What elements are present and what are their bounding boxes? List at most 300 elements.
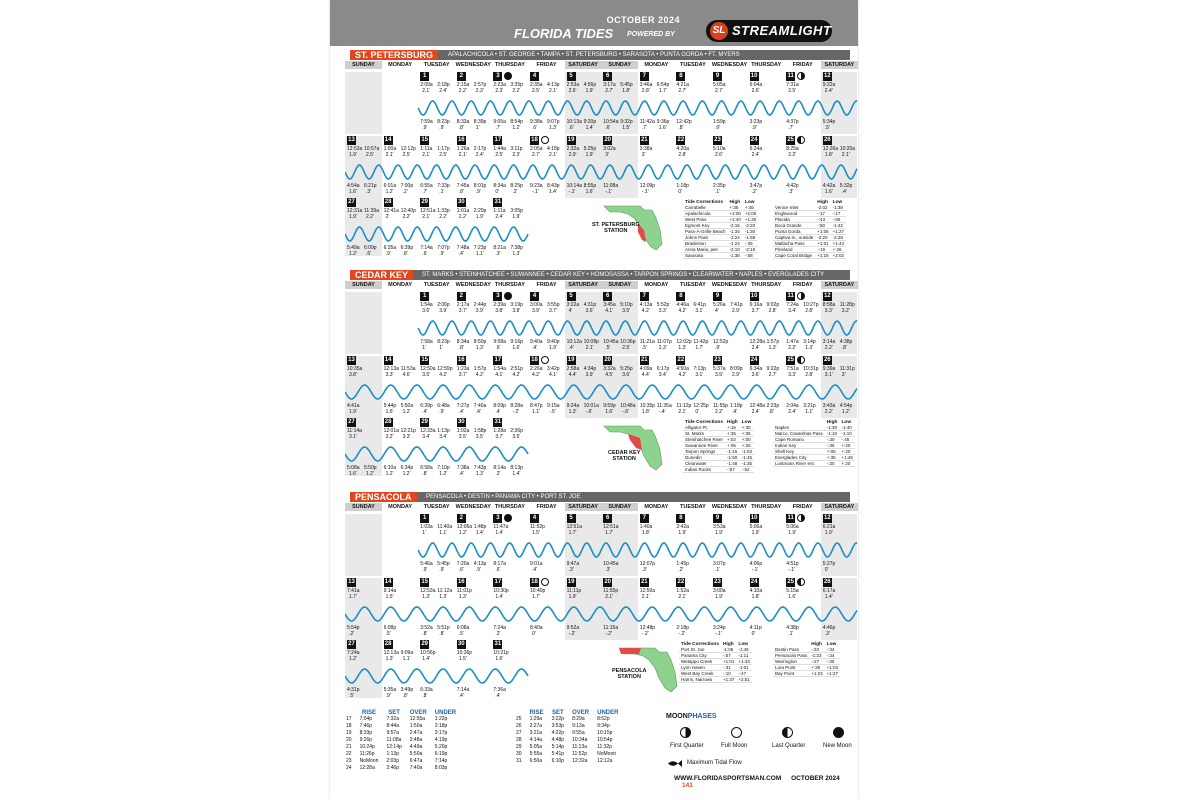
day-name-row (345, 61, 858, 69)
high-tide-time: 2:18p (437, 82, 450, 88)
low-tide-height: .8' (422, 471, 428, 477)
low-tide-height: 0' (695, 409, 700, 415)
masthead (330, 0, 858, 46)
day-number: 3 (493, 292, 502, 301)
under: 5:20p (434, 744, 448, 750)
masthead-title: FLORIDA TIDES (514, 26, 614, 41)
correction-high: +:35 (725, 431, 740, 437)
low-tide-time: 7:45a (456, 183, 470, 189)
high-tide-time: 3:45a (603, 302, 616, 308)
low-tide-height: .8' (422, 693, 428, 699)
day-number: 3 (493, 514, 502, 523)
low-tide-time: 4:42p (786, 183, 799, 189)
correction-row (773, 235, 846, 241)
moon-phases-title (666, 713, 717, 720)
correction-location: Steinhatchee River (685, 437, 724, 442)
low-tide-time: 7:48a (456, 245, 470, 251)
set: 1:13p (386, 751, 399, 757)
correction-high: +:35 (728, 205, 743, 211)
high-tide-time: 6:17p (656, 366, 670, 372)
date: 25 (516, 716, 522, 722)
low-tide-height: 1.3' (475, 471, 484, 477)
high-tide-height: 1.6' (788, 594, 797, 600)
high-tide-time: 9:02p (766, 302, 780, 308)
low-tide-time: 7:10p (437, 465, 450, 471)
low-tide-height: 2.5' (622, 345, 631, 351)
high-tide-height: 1.9' (585, 88, 594, 94)
low-tide-height: 1.1' (532, 409, 540, 415)
low-tide-time: 4:31p (347, 687, 360, 693)
correction-location: Dunedin (683, 455, 725, 461)
high-tide-height: 1.7' (349, 594, 357, 600)
streamlight-logo (706, 20, 832, 42)
low-tide-time: 5:50p (364, 465, 377, 471)
day-number: 14 (384, 357, 392, 363)
day-name: FRIDAY (536, 504, 557, 510)
high-tide-time: 10:36p (456, 650, 473, 656)
correction-low: -2:20 (743, 223, 758, 229)
correction-low: +:00 (740, 437, 754, 443)
high-tide-height: 3.8' (349, 372, 357, 378)
low-tide-height: .1' (715, 567, 721, 573)
correction-location: Lora Point (773, 665, 809, 671)
day-number: 16 (457, 579, 465, 585)
day-number: 23 (714, 137, 721, 143)
high-tide-height: 3.3' (385, 372, 394, 378)
day-number: 10 (750, 73, 758, 79)
high-tide-time: 6:34a (749, 366, 763, 372)
tide-corrections-table (773, 200, 846, 259)
date: 23 (346, 758, 352, 764)
high-tide-time: 2:06p (437, 302, 450, 308)
low-tide-time: 9:59p (603, 403, 616, 409)
high-tide-height: 3.5' (422, 372, 431, 378)
day-name: WEDNESDAY (455, 282, 491, 288)
low-tide-height: -.2' (678, 631, 686, 637)
day-number: 23 (714, 357, 721, 363)
day-number: 18 (531, 357, 538, 363)
high-tide-time: 7:51a (786, 366, 799, 372)
high-tide-height: 3.3' (402, 434, 411, 440)
low-tide-time: 5:46a (420, 561, 433, 567)
low-tide-time: 5:27p (822, 561, 836, 567)
high-tide-height: 2.7' (715, 88, 723, 94)
low-tide-height: 1.4' (585, 125, 594, 131)
high-tide-time: 5:10p (620, 302, 633, 308)
high-tide-time: 11:12a (437, 588, 453, 594)
under: 11:32p (597, 744, 613, 750)
correction-low: +2:00 (744, 211, 757, 216)
low-tide-height: 1.2' (349, 251, 357, 257)
high-tide-time: 2:57p (473, 82, 487, 88)
day-number: 13 (348, 137, 355, 143)
tide-section-cedar-key (330, 270, 858, 490)
low-tide-height: 1.3' (568, 409, 577, 415)
corrections-header-title: Tide Corrections (685, 420, 724, 425)
high-tide-height: 3.5' (512, 434, 521, 440)
correction-row (773, 461, 855, 467)
day-number: 8 (676, 72, 685, 81)
high-tide-time: 2:23a (493, 82, 506, 88)
high-tide-height: 2.1' (458, 152, 467, 158)
low-tide-time: 12:09p (639, 183, 656, 189)
rise: 5:05a (529, 744, 543, 750)
high-tide-time: 7:24a (347, 650, 360, 656)
high-tide-height: 2.1' (422, 214, 431, 220)
correction-high: +2:00 (729, 211, 741, 216)
correction-location: Harris, Narrows (679, 677, 721, 683)
low-tide-height: .4' (532, 567, 538, 573)
tide-week (345, 292, 858, 354)
high-tide-time: 3:00a (713, 588, 726, 594)
low-tide-time: 2:18p (676, 625, 689, 631)
low-tide-height: .2' (402, 189, 408, 195)
day-number: 21 (640, 357, 648, 363)
low-tide-time: 7:24a (493, 625, 506, 631)
low-tide-time: 12:48p (639, 625, 656, 631)
low-tide-height: .4' (732, 409, 738, 415)
day-number: 25 (787, 137, 795, 143)
footer-month: OCTOBER 2024 (791, 775, 840, 782)
correction-location: Alligator Pt. (683, 425, 725, 431)
correction-high: -1:48 (725, 461, 740, 467)
low-tide-time: 9:52a (566, 625, 580, 631)
high-tide-time: 8:09p (730, 366, 743, 372)
low-tide-height: .9' (422, 567, 428, 573)
page-footer (674, 775, 858, 789)
rise-set-row (342, 716, 460, 723)
day-number: 2 (457, 72, 466, 81)
date: 30 (516, 751, 522, 757)
over: 9:55a (572, 730, 585, 736)
rise-set-header: UNDER (597, 710, 619, 716)
high-tide-height: 2.1' (385, 152, 394, 158)
low-tide-time: 3:07p (713, 561, 726, 567)
low-tide-time: 10:12a (566, 339, 582, 345)
low-tide-time: 12:42p (676, 119, 692, 125)
high-tide-time: 9:39a (822, 366, 836, 372)
day-name: TUESDAY (423, 62, 450, 68)
date: 22 (346, 751, 352, 757)
high-tide-height: 3.9' (585, 372, 594, 378)
low-tide-time: 7:59a (420, 119, 433, 125)
low-tide-time: 5:51p (437, 625, 450, 631)
section-name: ST. PETERSBURG (350, 50, 438, 60)
high-tide-time: 12:40p (400, 208, 416, 214)
low-tide-height: -.2' (512, 409, 520, 415)
correction-low: +1:27 (826, 671, 839, 676)
day-number: 9 (713, 72, 722, 81)
high-tide-height: 1.9' (349, 214, 357, 220)
day-number: 12 (823, 73, 831, 79)
under: 7:14p (434, 758, 448, 764)
day-name: SATURDAY (821, 61, 858, 69)
day-name: SUNDAY (345, 281, 382, 289)
correction-row (683, 437, 754, 443)
high-tide-time: 3:05p (510, 208, 523, 214)
high-tide-height: 2.5' (366, 152, 374, 158)
station-label: ST. PETERSBURG STATION (592, 222, 640, 234)
low-tide-time: 8:34a (493, 183, 506, 189)
powered-by-label: POWERED BY (627, 31, 675, 38)
low-tide-time: 8:47p (530, 403, 543, 409)
corrections-header-low: Low (738, 642, 749, 647)
set: 3:53p (551, 723, 565, 729)
set: 4:48p (551, 737, 565, 743)
day-number: 10 (750, 293, 758, 299)
date: 26 (516, 723, 522, 729)
low-tide-time: 8:09p (493, 403, 506, 409)
day-number: 19 (567, 357, 575, 363)
correction-low: +:26 (740, 443, 754, 449)
day-number: 25 (787, 357, 795, 363)
tide-curve (345, 385, 857, 399)
low-tide-time: 6:09p (364, 245, 377, 251)
low-tide-height: .8' (422, 631, 428, 637)
high-tide-time: 7:41p (730, 302, 743, 308)
low-tide-height: .3' (568, 567, 574, 573)
high-tide-time: 1:44a (493, 146, 506, 152)
low-tide-height: .4' (568, 345, 574, 351)
low-tide-height: .3' (824, 631, 830, 637)
day-number: 24 (750, 579, 758, 585)
tide-corrections-table (683, 200, 758, 259)
correction-location: Bay Point (773, 671, 809, 677)
high-tide-time: 1:11a (493, 208, 506, 214)
day-name: THURSDAY (751, 62, 782, 68)
section-header (350, 50, 850, 60)
high-tide-height: 3.2' (841, 308, 850, 314)
low-tide-time: 6:01a (383, 183, 397, 189)
high-tide-height: 2.4' (751, 152, 760, 158)
tide-week (345, 136, 858, 198)
high-tide-time: 11:39a (364, 208, 379, 214)
correction-location: Tarpon Springs (683, 449, 725, 455)
low-tide-height: -.1' (788, 567, 795, 573)
low-tide-height: 1.6' (385, 409, 394, 415)
correction-low: -1:38 (831, 205, 846, 211)
low-tide-height: .6' (495, 567, 501, 573)
high-tide-time: 12:53a (347, 146, 363, 152)
low-tide-height: 0' (495, 189, 500, 195)
day-name: WEDNESDAY (711, 282, 748, 288)
low-tide-height: 1' (439, 345, 443, 351)
correction-high: -1:34 (728, 229, 743, 235)
low-tide-time: 7:20a (456, 561, 470, 567)
high-tide-time: 12:50a (420, 366, 436, 372)
high-tide-time: 1:58p (473, 428, 487, 434)
low-tide-height: .1' (439, 189, 445, 195)
high-tide-height: 2.4' (475, 152, 484, 158)
low-tide-time: 3:14a (822, 339, 836, 345)
low-tide-time: 7:14a (456, 687, 470, 693)
day-name: FRIDAY (536, 282, 557, 288)
high-tide-height: 2.2' (458, 88, 467, 94)
low-tide-time: 9:36p (656, 119, 670, 125)
low-tide-time: 4:46p (822, 625, 836, 631)
high-tide-time: 5:05a (713, 82, 726, 88)
low-tide-time: 4:41a (347, 403, 360, 409)
correction-high: -1:23 (809, 653, 824, 659)
day-number: 5 (567, 72, 576, 81)
day-number: 4 (530, 514, 539, 523)
day-number: 23 (714, 579, 721, 585)
correction-location: Warrington (773, 659, 809, 665)
day-number: 29 (421, 199, 429, 205)
high-tide-height: 3' (641, 152, 646, 158)
high-tide-time: 11:53a (400, 366, 416, 372)
low-tide-height: 1' (422, 345, 426, 351)
low-tide-time: 10:54a (603, 119, 619, 125)
high-tide-time: 6:16a (749, 302, 763, 308)
low-tide-time: 6:34p (400, 465, 414, 471)
correction-low: +1:44 (832, 241, 845, 246)
day-number: 30 (457, 199, 465, 205)
high-tide-height: 3.7' (458, 308, 467, 314)
low-tide-height: 1.9' (549, 345, 557, 351)
day-number: 17 (494, 357, 502, 363)
low-tide-height: .8' (768, 409, 774, 415)
low-tide-time: 4:42a (822, 183, 836, 189)
last-moon-icon (782, 727, 793, 738)
low-tide-time: 5:45p (437, 561, 450, 567)
day-number: 11 (787, 515, 794, 521)
high-tide-height: 1.9' (568, 594, 577, 600)
day-name: FRIDAY (536, 62, 557, 68)
correction-low: -:56 (831, 217, 846, 223)
low-tide-time: 8:50p (473, 339, 487, 345)
low-tide-time: 7:14a (420, 245, 433, 251)
high-tide-time: 2:17p (473, 146, 487, 152)
low-tide-time: 11:08a (603, 183, 619, 189)
low-tide-height: 1.3' (475, 345, 484, 351)
correction-low: -1:35 (741, 461, 752, 466)
high-tide-height: 2.1' (549, 88, 557, 94)
correction-location: Everglades City (773, 455, 825, 461)
tide-week (345, 72, 858, 134)
low-tide-time: 9:47a (566, 561, 580, 567)
corrections-header-low: Low (826, 642, 837, 647)
high-tide-time: 9:09a (400, 650, 414, 656)
low-tide-time: 4:54a (347, 183, 360, 189)
correction-low: -1:40 (839, 425, 854, 431)
high-tide-time: 11:31p (839, 366, 855, 372)
high-tide-time: 2:15a (456, 82, 470, 88)
high-tide-height: 1.4' (422, 656, 431, 662)
low-tide-time: 6:39p (400, 245, 414, 251)
low-tide-time: 7:58a (420, 339, 433, 345)
low-tide-height: 1.1' (805, 409, 814, 415)
low-tide-height: .5' (349, 693, 355, 699)
rise: 6:50a (529, 758, 543, 764)
low-tide-height: -.1' (641, 189, 649, 195)
high-tide-time: 6:17a (822, 588, 836, 594)
rise-set-row (342, 730, 460, 737)
high-tide-time: 2:36p (510, 428, 523, 434)
day-number: 14 (384, 137, 392, 143)
correction-high: -1:38 (728, 253, 743, 259)
day-number: 27 (348, 199, 355, 205)
high-tide-time: 12:59p (437, 366, 453, 372)
high-tide-time: 9:22a (822, 82, 836, 88)
over: 12:55a (409, 716, 426, 722)
high-tide-height: 1.9' (585, 152, 594, 158)
high-tide-time: 5:25p (620, 366, 633, 372)
date: 18 (346, 723, 352, 729)
low-tide-height: -.6' (585, 409, 593, 415)
low-tide-height: 2.1' (585, 345, 594, 351)
high-tide-time: 1:03a (420, 524, 433, 530)
high-tide-time: 10:30p (493, 588, 509, 594)
high-tide-height: 4.1' (549, 372, 557, 378)
high-tide-height: 2.7' (768, 372, 777, 378)
low-tide-time: 9:40p (547, 339, 560, 345)
high-tide-height: 2.1' (605, 594, 614, 600)
set: 2:03p (386, 758, 399, 764)
correction-location: Egmont Key (683, 223, 728, 229)
day-number: 11 (787, 73, 794, 79)
high-tide-time: 2:05a (530, 146, 543, 152)
high-tide-height: 2.8' (805, 308, 814, 314)
day-number: 24 (750, 357, 758, 363)
moon-phase-label: First Quarter (670, 743, 704, 749)
streamlight-logo-text: STREAMLIGHT (732, 23, 832, 38)
high-tide-time: 1:01a (456, 208, 470, 214)
low-tide-time: 4:11p (749, 625, 762, 631)
high-tide-time: 4:31p (583, 302, 597, 308)
rise-set-header: SET (552, 710, 564, 716)
low-tide-time: 11:42p (693, 339, 709, 345)
day-number: 2 (457, 514, 466, 523)
correction-high: +:06 (725, 443, 740, 449)
high-tide-time: 10:35a (347, 366, 363, 372)
over: 8:29a (572, 716, 585, 722)
low-tide-height: 1.6' (349, 189, 357, 195)
day-name: FRIDAY (792, 504, 813, 510)
correction-high: +1:40 (729, 217, 741, 222)
high-tide-time: 1:48p (473, 524, 487, 530)
correction-high: -1:10 (825, 431, 840, 437)
high-tide-height: 2.8' (641, 88, 650, 94)
high-tide-height: 1.4' (495, 530, 504, 536)
day-name: SUNDAY (601, 503, 638, 511)
correction-location: Cape Romano (773, 437, 825, 443)
low-tide-time: 2:35p (713, 183, 726, 189)
day-name: SATURDAY (565, 61, 602, 69)
high-tide-time: 3:38a (639, 146, 653, 152)
high-tide-height: 1.2' (349, 656, 357, 662)
low-tide-time: 1:18p (730, 403, 743, 409)
rise-set-row (512, 723, 622, 730)
high-tide-height: 1.9' (715, 530, 723, 536)
rise-set-row (512, 716, 622, 723)
low-tide-height: 1.6' (605, 409, 614, 415)
high-tide-time: 1:57p (473, 366, 487, 372)
correction-high: -:31 (721, 665, 736, 671)
moon-phase-label: New Moon (823, 743, 852, 749)
high-tide-height: 3.9' (439, 308, 448, 314)
correction-location: Punta Gorda (773, 229, 815, 235)
high-tide-height: 1.8' (622, 88, 631, 94)
high-tide-height: 1.9' (678, 530, 687, 536)
day-name: MONDAY (388, 504, 413, 510)
low-tide-time: 11:12p (676, 403, 692, 409)
low-tide-height: .6' (366, 251, 372, 257)
day-name: THURSDAY (494, 62, 525, 68)
low-tide-time: 8:23p (437, 339, 450, 345)
low-tide-time: 10:01a (583, 403, 599, 409)
day-number: 7 (640, 292, 649, 301)
